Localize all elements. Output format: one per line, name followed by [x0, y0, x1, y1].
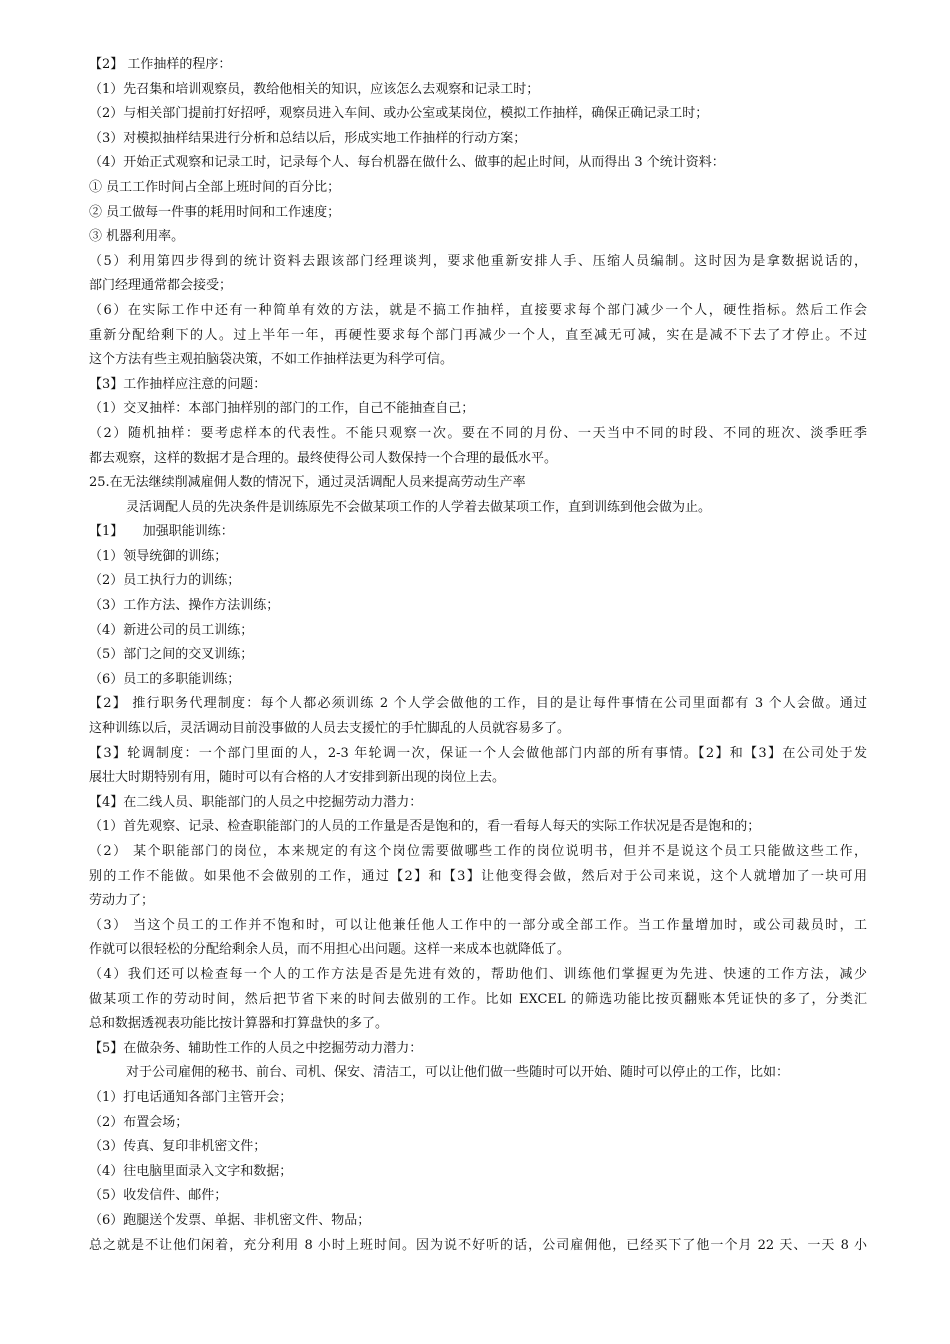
staff-item-1: （1）首先观察、记录、检查职能部门的人员的工作量是否是饱和的，看一看每人每天的实际工作状况是否是饱和的； [89, 819, 761, 835]
heading-work-sampling-procedure: 【2】 工作抽样的程序： [89, 57, 232, 72]
section-25-title: 25.在无法继续削减雇佣人数的情况下，通过灵活调配人员来提高劳动生产率 [89, 475, 526, 491]
auxiliary-item-6: （6）跑腿送个发票、单据、非机密文件、物品； [89, 1212, 371, 1228]
training-item-3: （3）工作方法、操作方法训练； [89, 598, 280, 614]
statistic-item-2: ② 员工做每一件事的耗用时间和工作速度； [89, 204, 341, 220]
staff-item-3-line-1: （3） 当这个员工的工作并不饱和时，可以让他兼任他人工作中的一部分或全部工作。当工作量增加时，或公司裁员时，工 [89, 917, 867, 933]
deputy-system-line-2: 这种训练以后，灵活调动目前没事做的人员去支援忙的手忙脚乱的人员就容易多了。 [89, 721, 571, 737]
staff-item-4-line-2: 做某项工作的劳动时间，然后把节省下来的时间去做别的工作。比如 EXCEL 的筛选功能比按页翻账本凭证快的多了，分类汇 [89, 991, 867, 1007]
auxiliary-item-3: （3）传真、复印非机密文件； [89, 1139, 267, 1155]
heading-sampling-notes: 【3】工作抽样应注意的问题： [89, 376, 267, 392]
procedure-step-6-line-3: 这个方法有些主观拍脑袋决策，不如工作抽样法更为科学可信。 [89, 352, 454, 368]
training-item-4: （4）新进公司的员工训练； [89, 622, 254, 638]
staff-item-3-line-2: 作就可以很轻松的分配给剩余人员，而不用担心出问题。这样一来成本也就降低了。 [89, 942, 571, 958]
procedure-step-5-line-2: 部门经理通常都会接受； [89, 278, 233, 294]
auxiliary-item-4: （4）往电脑里面录入文字和数据； [89, 1163, 293, 1179]
note-item-2-line-2: 都去观察，这样的数据才是合理的。最终使得公司人数保持一个合理的最低水平。 [89, 450, 558, 466]
staff-item-2-line-3: 劳动力了； [89, 893, 155, 909]
training-item-2: （2）员工执行力的训练； [89, 573, 241, 589]
rotation-system-line-2: 展壮大时期特别有用，随时可以有合格的人才安排到新出现的岗位上去。 [89, 770, 506, 786]
section-25-intro: 灵活调配人员的先决条件是训练原先不会做某项工作的人学着去做某项工作，直到训练到他会做为止。 [126, 499, 712, 515]
conclusion-line-1: 总之就是不让他们闲着，充分利用 8 小时上班时间。因为说不好听的话，公司雇佣他，已经买下了他一个月 22 天、一天 8 小 [89, 1237, 867, 1253]
note-item-2-line-1: （2）随机抽样：要考虑样本的代表性。不能只观察一次。要在不同的月份、一天当中不同的时段、不同的班次、淡季旺季 [89, 425, 867, 441]
heading-second-line-staff: 【4】在二线人员、职能部门的人员之中挖掘劳动力潜力： [89, 794, 423, 810]
procedure-step-6-line-2: 重新分配给剩下的人。过上半年一年，再硬性要求每个部门再减少一个人，直至减无可减，实在是减不下去了才停止。不过 [89, 327, 867, 343]
auxiliary-item-1: （1）打电话通知各部门主管开会； [89, 1089, 293, 1105]
rotation-system-line-1: 【3】轮调制度：一个部门里面的人，2-3 年轮调一次，保证一个人会做他部门内部的所有事情。【2】和【3】在公司处于发 [89, 745, 867, 761]
auxiliary-intro: 对于公司雇佣的秘书、前台、司机、保安、清洁工，可以让他们做一些随时可以开始、随时可以停止的工作，比如： [126, 1065, 790, 1081]
staff-item-4-line-3: 总和数据透视表功能比按计算器和打算盘快的多了。 [89, 1016, 389, 1032]
staff-item-4-line-1: （4）我们还可以检查每一个人的工作方法是否是先进有效的，帮助他们、训练他们掌握更为先进、快速的工作方法，减少 [89, 966, 867, 982]
document-body [89, 53, 867, 1258]
staff-item-2-line-1: （2） 某个职能部门的岗位，本来规定的有这个岗位需要做哪些工作的岗位说明书，但并不是说这个员工只能做这些工作， [89, 844, 867, 859]
heading-functional-training: 【1】 加强职能训练： [89, 524, 234, 540]
statistic-item-1: ① 员工工作时间占全部上班时间的百分比； [89, 179, 341, 195]
procedure-step-1: （1）先召集和培训观察员，教给他相关的知识，应该怎么去观察和记录工时； [89, 81, 540, 97]
procedure-step-2: （2）与相关部门提前打好招呼，观察员进入车间、或办公室或某岗位，模拟工作抽样，确保正确记录工时； [89, 106, 709, 122]
auxiliary-item-5: （5）收发信件、邮件； [89, 1188, 228, 1204]
procedure-step-4: （4）开始正式观察和记录工时，记录每个人、每台机器在做什么、做事的起止时间，从而得出 3 个统计资料： [89, 155, 725, 171]
training-item-5: （5）部门之间的交叉训练； [89, 647, 254, 663]
staff-item-2-line-2: 别的工作不能做。如果他不会做别的工作，通过【2】和【3】让他变得会做，然后对于公司来说，这个人就增加了一块可用 [89, 868, 867, 884]
procedure-step-5-line-1: （5）利用第四步得到的统计资料去跟该部门经理谈判，要求他重新安排人手、压缩人员编制。这时因为是拿数据说话的， [89, 253, 867, 269]
statistic-item-3: ③ 机器利用率。 [89, 229, 185, 245]
auxiliary-item-2: （2）布置会场； [89, 1114, 189, 1130]
training-item-6: （6）员工的多职能训练； [89, 671, 241, 687]
heading-auxiliary-staff: 【5】在做杂务、辅助性工作的人员之中挖掘劳动力潜力： [89, 1040, 423, 1056]
training-item-1: （1）领导统御的训练； [89, 548, 228, 564]
procedure-step-3: （3）对模拟抽样结果进行分析和总结以后，形成实地工作抽样的行动方案； [89, 130, 527, 146]
procedure-step-6-line-1: （6）在实际工作中还有一种简单有效的方法，就是不搞工作抽样，直接要求每个部门减少一个人，硬性指标。然后工作会 [89, 302, 867, 318]
note-item-1: （1）交叉抽样：本部门抽样别的部门的工作，自己不能抽查自己； [89, 401, 475, 417]
deputy-system-line-1: 【2】 推行职务代理制度：每个人都必须训练 2 个人学会做他的工作，目的是让每件事情在公司里面都有 3 个人会做。通过 [89, 696, 867, 712]
